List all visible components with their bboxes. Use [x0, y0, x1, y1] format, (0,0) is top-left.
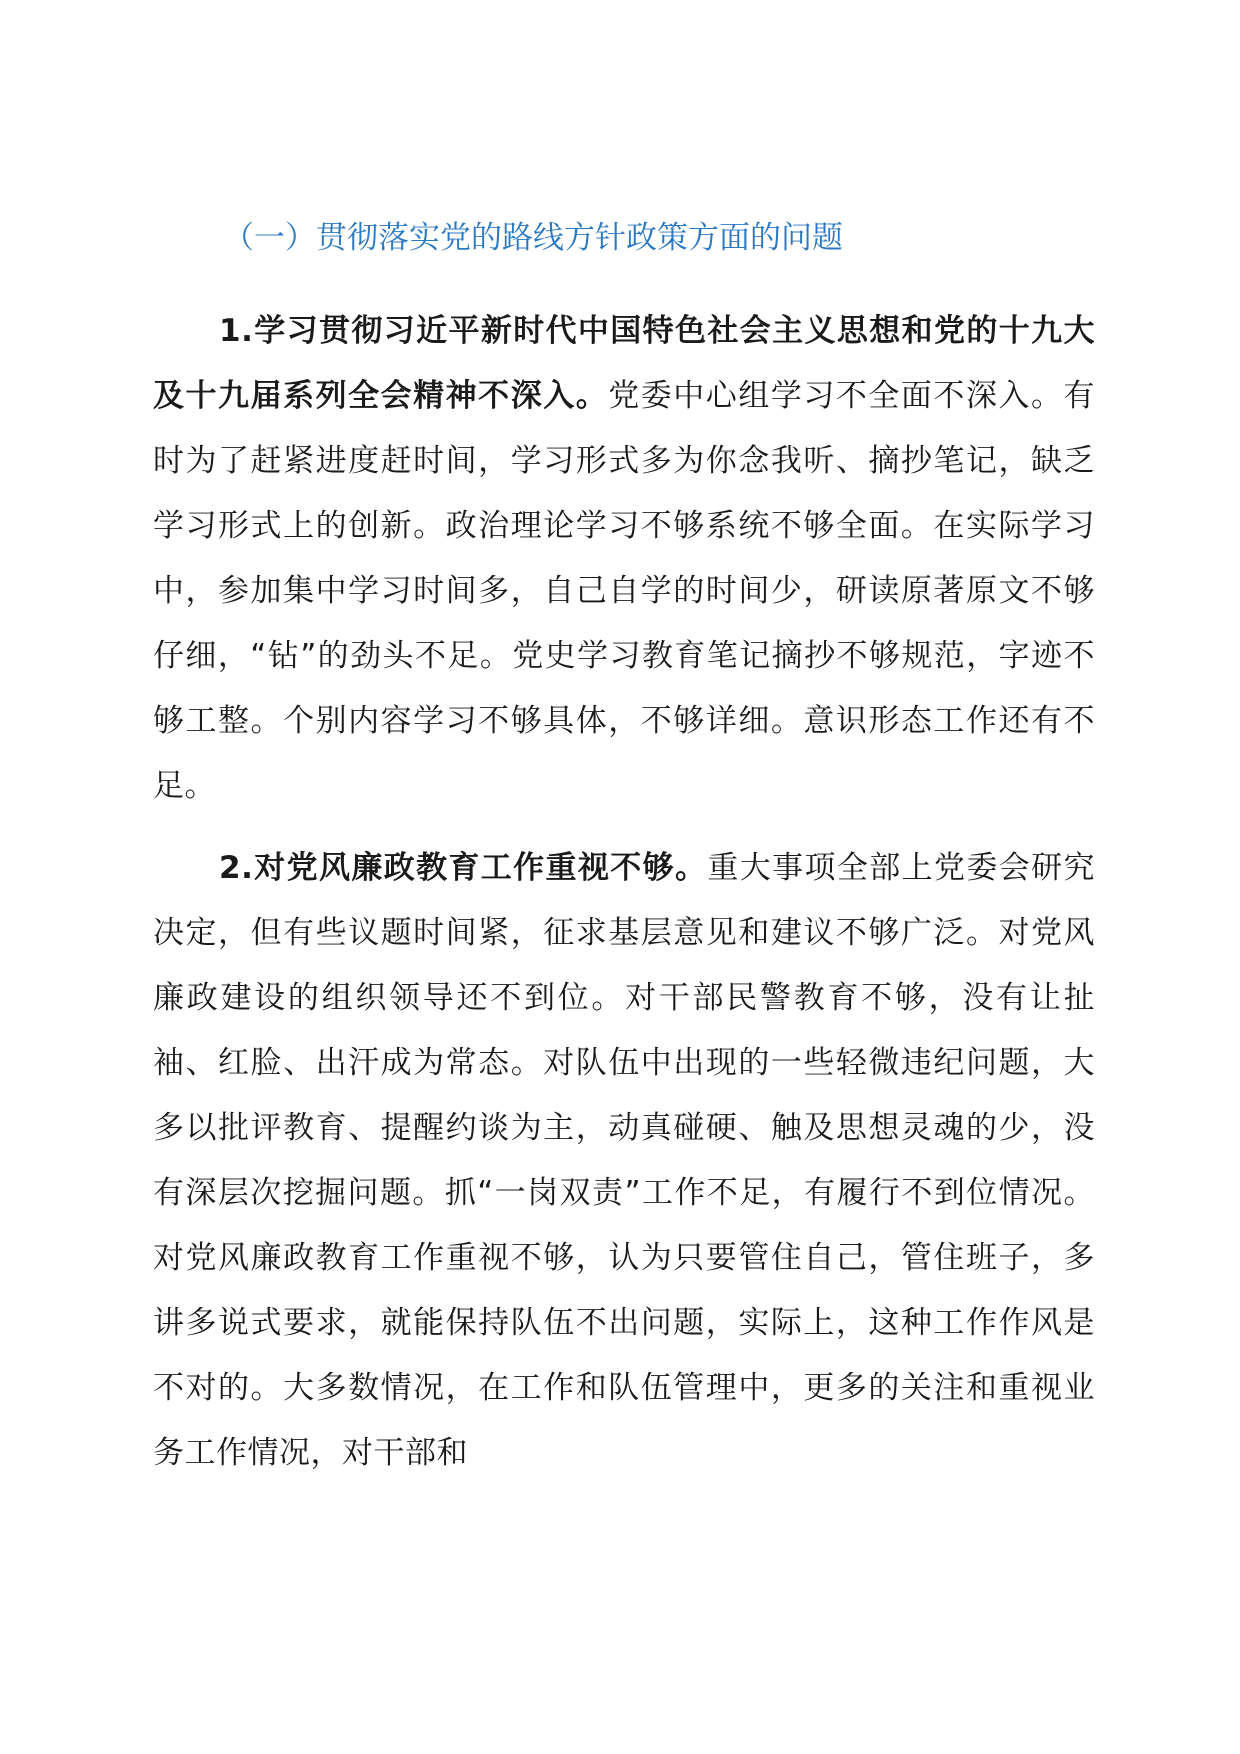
paragraph-1-body: 党委中心组学习不全面不深入。有时为了赶紧进度赶时间，学习形式多为你念我听、摘抄笔记，缺乏学习形式上的创新。政治理论学习不够系统不够全面。在实际学习中，参加集中学习时间多，自己自学的时间少，研读原著原文不够仔细，“钻”的劲头不足。党史学习教育笔记摘抄不够规范，字迹不够工整。个别内容学习不够具体，不够详细。意识形态工作还有不足。: [153, 378, 1095, 804]
paragraph-1-lead: 1.学习贯彻习近平新时代中国特色社会主义思想和党的十九大及十九届系列全会精神不深入。: [153, 313, 1095, 414]
paragraph-2-lead: 2.对党风廉政教育工作重视不够。: [219, 850, 708, 886]
paragraph-2: [153, 836, 1095, 1486]
paragraph-2-body: 重大事项全部上党委会研究决定，但有些议题时间紧，征求基层意见和建议不够广泛。对党风廉政建设的组织领导还不到位。对干部民警教育不够，没有让扯袖、红脸、出汗成为常态。对队伍中出现的一些轻微违纪问题，大多以批评教育、提醒约谈为主，动真碰硬、触及思想灵魂的少，没有深层次挖掘问题。抓“一岗双责”工作不足，有履行不到位情况。对党风廉政教育工作重视不够，认为只要管住自己，管住班子，多讲多说式要求，就能保持队伍不出问题，实际上，这种工作作风是不对的。大多数情况，在工作和队伍管理中，更多的关注和重视业务工作情况，对干部和: [153, 850, 1095, 1471]
paragraph-1: [153, 299, 1095, 819]
section-heading: （一）贯彻落实党的路线方针政策方面的问题: [223, 220, 843, 256]
